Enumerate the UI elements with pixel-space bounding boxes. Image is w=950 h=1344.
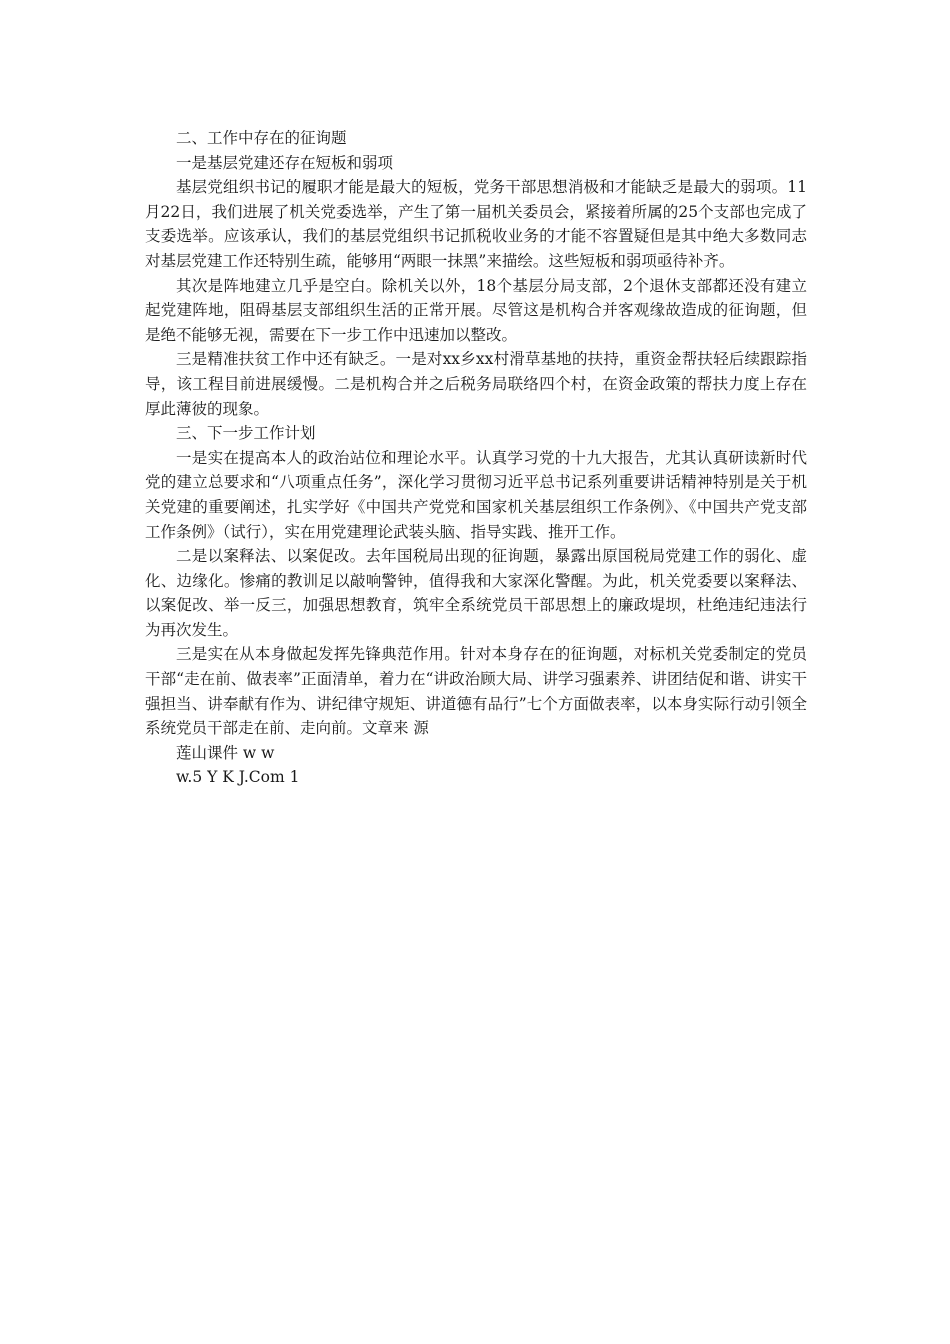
paragraph-poverty-alleviation: 三是精准扶贫工作中还有缺乏。一是对xx乡xx村滑草基地的扶持，重资金帮扶轻后续跟踪指导，该工程目前进展缓慢。二是机构合并之后税务局联络四个村，在资金政策的帮扶力度上存在厚此薄彼的现象。 [145,350,807,418]
document-body [145,126,807,790]
paragraph-position-building: 其次是阵地建立几乎是空白。除机关以外，18个基层分局支部，2个退休支部都还没有建立起党建阵地，阻碍基层支部组织生活的正常开展。尽管这是机构合并客观缘故造成的征询题，但是绝不能够无视，需要在下一步工作中迅速加以整改。 [145,276,807,344]
paragraph-secretary-ability: 基层党组织书记的履职才能是最大的短板，党务干部思想消极和才能缺乏是最大的弱项。11月22日，我们进展了机关党委选举，产生了第一届机关委员会，紧接着所属的25个支部也完成了支委选举。应该承认，我们的基层党组织书记抓税收业务的才能不容置疑但是其中绝大多数同志对基层党建工作还特别生疏，能够用“两眼一抹黑”来描绘。这些短板和弱项亟待补齐。 [145,178,807,270]
subheading-weaknesses: 一是基层党建还存在短板和弱项 [176,153,394,172]
section-heading-problems: 二、工作中存在的征询题 [176,129,347,147]
source-line-1: 莲山课件 w w [176,743,275,762]
section-heading-next-plan: 三、下一步工作计划 [176,424,316,443]
paragraph-political-standing: 一是实在提高本人的政治站位和理论水平。认真学习党的十九大报告，尤其认真研读新时代党的建立总要求和“八项重点任务”，深化学习贯彻习近平总书记系列重要讲话精神特别是关于机关党建的重要阐述，扎实学好《中国共产党党和国家机关基层组织工作条例》、《中国共产党支部工作条例》（试行），实在用党建理论武装头脑、指导实践、推开工作。 [145,448,807,541]
source-line-2: w.5 Y K J.Com 1 [176,768,300,787]
paragraph-lead-by-example: 三是实在从本身做起发挥先锋典范作用。针对本身存在的征询题，对标机关党委制定的党员干部“走在前、做表率”正面清单，着力在“讲政治顾大局、讲学习强素养、讲团结促和谐、讲实干强担当、讲奉献有作为、讲纪律守规矩、讲道德有品行”七个方面做表率，以本身实际行动引领全系统党员干部走在前、走向前。文章来 源 [145,645,807,738]
paragraph-case-lessons: 二是以案释法、以案促改。去年国税局出现的征询题，暴露出原国税局党建工作的弱化、虚化、边缘化。惨痛的教训足以敲响警钟，值得我和大家深化警醒。为此，机关党委要以案释法、以案促改、举一反三，加强思想教育，筑牢全系统党员干部思想上的廉政堤坝，杜绝违纪违法行为再次发生。 [145,547,807,639]
